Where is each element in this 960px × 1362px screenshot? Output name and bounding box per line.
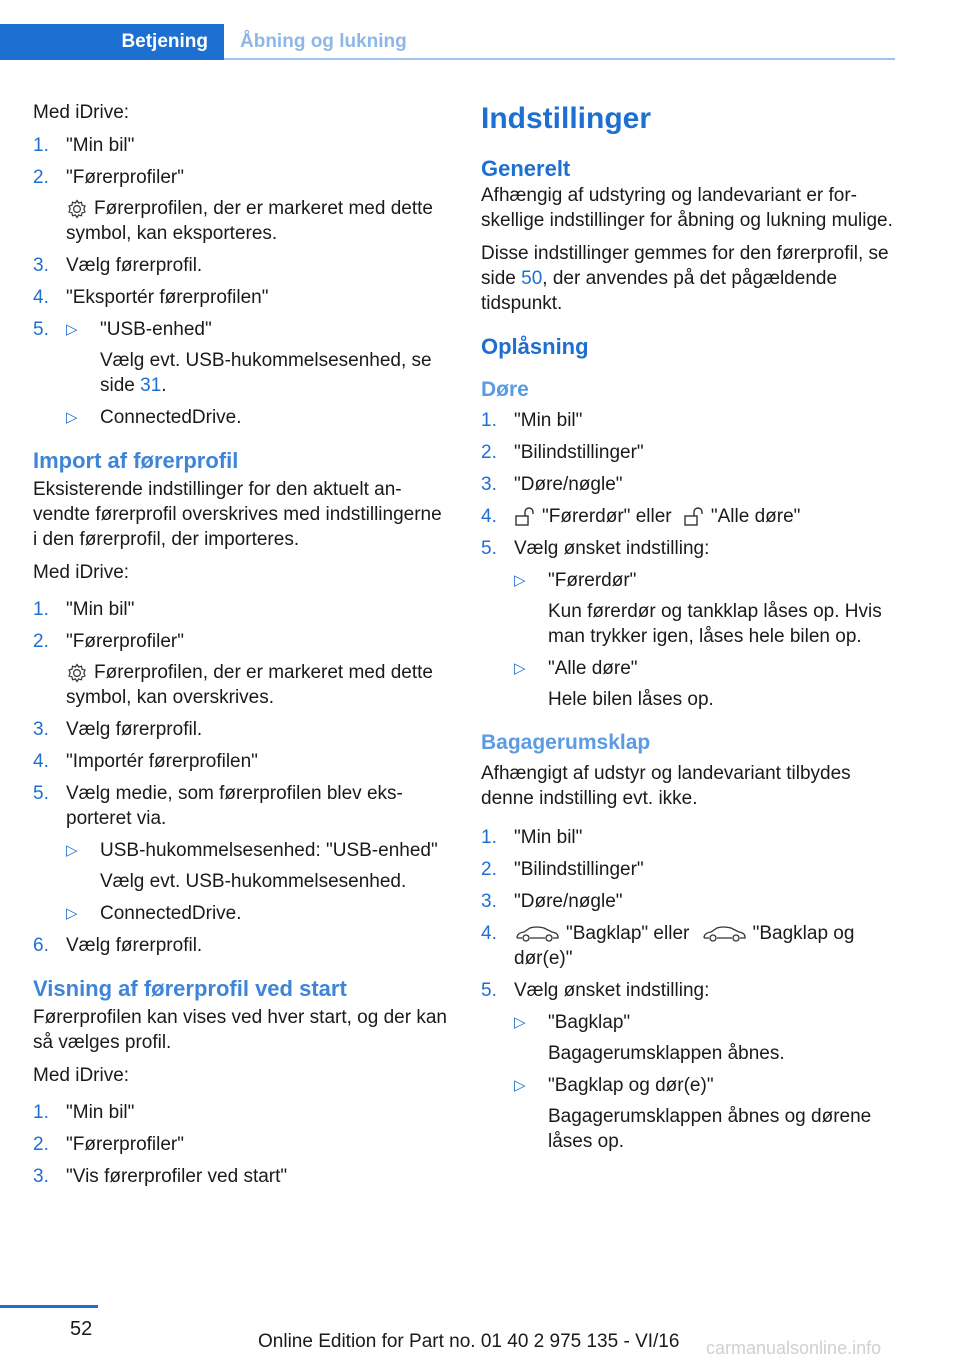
list-item	[33, 317, 451, 430]
step-text: "Førerprofiler"	[66, 631, 184, 652]
list-item	[33, 1164, 451, 1189]
step-text: Vælg medie, som førerprofilen blev eksporteret via.	[66, 783, 403, 829]
import-steps	[33, 597, 451, 958]
triangle-bullet-icon: ▷	[514, 660, 526, 677]
sub-list-item	[514, 1073, 896, 1154]
note-text: Førerprofilen, der er markeret med dette symbol, kan overskrives.	[66, 662, 433, 708]
step-number: 4.	[33, 751, 49, 772]
sub-item-note: Bagagerumsklappen åbnes og dørene låses op.	[548, 1106, 872, 1152]
gear-icon	[66, 662, 88, 684]
sub-list-item	[514, 656, 896, 712]
list-item	[33, 253, 451, 278]
step-number: 1.	[481, 827, 497, 848]
step-text: "Bagklap og dør(e)"	[514, 923, 855, 969]
watermark: carmanualsonline.info	[706, 1338, 882, 1358]
step-number: 5.	[481, 980, 497, 1001]
step-number: 4.	[481, 506, 497, 527]
sub-item-text: "Alle døre"	[548, 658, 638, 679]
list-item	[33, 749, 451, 774]
import-paragraph: Eksisterende indstillinger for den aktuelt anvendte førerprofil overskrives med indstillingerne i den førerprofil, der importeres.	[33, 479, 442, 550]
step-text: "Importér førerprofilen"	[66, 751, 258, 772]
sub-item-text: "Bagklap og dør(e)"	[548, 1075, 714, 1096]
list-item	[33, 717, 451, 742]
step-number: 2.	[33, 167, 49, 188]
sub-item-text: ConnectedDrive.	[100, 903, 242, 924]
unlock-heading: Oplåsning	[481, 334, 589, 359]
step-text: "Eksportér førerprofilen"	[66, 287, 269, 308]
list-item	[33, 933, 451, 958]
list-item	[481, 504, 896, 529]
step-text: "Min bil"	[66, 599, 135, 620]
general-paragraph: Afhængig af udstyring og landevariant er forskellige indstillinger for åbning og lukning mulige.	[481, 185, 893, 231]
step-text: "Min bil"	[66, 135, 135, 156]
list-item	[33, 285, 451, 310]
start-heading: Visning af førerprofil ved start	[33, 976, 347, 1001]
page-header	[0, 24, 895, 62]
step-number: 5.	[481, 538, 497, 559]
step-number: 3.	[33, 255, 49, 276]
car-trunk-icon	[514, 924, 560, 944]
paragraph-text: Disse indstillinger gemmes for den førerprofil, se side	[481, 243, 889, 289]
step-text: Vælg førerprofil.	[66, 935, 203, 956]
sub-list-item	[66, 838, 451, 894]
step-number: 3.	[33, 719, 49, 740]
page-number: 52	[70, 1318, 93, 1340]
left-column	[33, 100, 451, 1196]
page-title: Indstillinger	[481, 102, 652, 135]
sub-item-text: ConnectedDrive.	[100, 407, 242, 428]
sub-list-item	[514, 568, 896, 649]
step-number: 1.	[481, 410, 497, 431]
step-number: 3.	[481, 891, 497, 912]
sub-list	[66, 317, 451, 430]
step-number: 2.	[481, 442, 497, 463]
trunk-paragraph: Afhængigt af udstyr og landevariant tilbydes denne indstilling evt. ikke.	[481, 763, 851, 809]
step-note	[66, 196, 451, 246]
step-number: 2.	[481, 859, 497, 880]
step-text: "Førerprofiler"	[66, 167, 184, 188]
header-divider	[224, 58, 895, 60]
triangle-bullet-icon: ▷	[66, 409, 78, 426]
step-text: "Min bil"	[514, 410, 583, 431]
triangle-bullet-icon: ▷	[514, 572, 526, 589]
sub-item-text: "Førerdør"	[548, 570, 637, 591]
step-text: Vælg førerprofil.	[66, 719, 203, 740]
sub-item-note: Hele bilen låses op.	[548, 689, 714, 710]
step-text: "Førerprofiler"	[66, 1134, 184, 1155]
list-item	[33, 165, 451, 246]
page-link[interactable]: 50	[521, 268, 543, 289]
section-tab[interactable]: Betjening	[0, 24, 224, 60]
sub-list	[514, 1010, 896, 1154]
step-text: "Vis førerprofiler ved start"	[66, 1166, 288, 1187]
step-note	[66, 660, 451, 710]
import-heading: Import af førerprofil	[33, 448, 239, 473]
note-text: .	[161, 375, 167, 396]
step-number: 4.	[33, 287, 49, 308]
footer-divider	[0, 1305, 98, 1308]
general-heading: Generelt	[481, 156, 571, 181]
edition-text: Online Edition for Part no. 01 40 2 975 135 - VI/16	[258, 1331, 680, 1352]
sub-list-item	[66, 405, 451, 430]
step-text: "Førerdør" eller	[542, 506, 672, 527]
sub-list	[66, 838, 451, 926]
step-text: "Døre/nøgle"	[514, 474, 623, 495]
list-item	[33, 781, 451, 926]
step-text: "Alle døre"	[710, 506, 801, 527]
intro-text: Med iDrive:	[33, 1065, 130, 1086]
step-text: Vælg ønsket indstilling:	[514, 538, 710, 559]
step-number: 1.	[33, 1102, 49, 1123]
step-text: "Døre/nøgle"	[514, 891, 623, 912]
step-text: "Min bil"	[66, 1102, 135, 1123]
triangle-bullet-icon: ▷	[514, 1014, 526, 1031]
triangle-bullet-icon: ▷	[66, 905, 78, 922]
list-item	[481, 978, 896, 1154]
unlock-icon	[514, 507, 536, 527]
step-text: Vælg førerprofil.	[66, 255, 203, 276]
step-number: 4.	[481, 923, 497, 944]
doors-heading: Døre	[481, 378, 529, 401]
step-text: "Bilindstillinger"	[514, 442, 644, 463]
trunk-steps	[481, 825, 896, 1154]
list-item	[33, 1132, 451, 1157]
step-number: 5.	[33, 319, 49, 340]
sub-item-text: USB-hukommelsesenhed: "USB-enhed"	[100, 840, 438, 861]
trunk-heading: Bagagerumsklap	[481, 731, 651, 754]
sub-item-note: Kun førerdør og tankklap låses op. Hvis man trykker igen, låses hele bilen op.	[548, 601, 882, 647]
step-text: "Min bil"	[514, 827, 583, 848]
sub-item-note	[100, 348, 451, 398]
list-item	[481, 440, 896, 465]
list-item	[481, 825, 896, 850]
paragraph-text: , der anvendes på det pågældende tidspunkt.	[481, 268, 838, 314]
sub-list	[514, 568, 896, 712]
list-item	[33, 597, 451, 622]
start-paragraph: Førerprofilen kan vises ved hver start, og der kan så vælges profil.	[33, 1007, 447, 1053]
step-text: Vælg ønsket indstilling:	[514, 980, 710, 1001]
list-item	[481, 857, 896, 882]
sub-item-note: Vælg evt. USB-hukommelsesenhed.	[100, 871, 407, 892]
page-link[interactable]: 31	[140, 375, 162, 396]
step-number: 6.	[33, 935, 49, 956]
sub-item-note: Bagagerumsklappen åbnes.	[548, 1043, 785, 1064]
export-steps	[33, 133, 451, 430]
step-number: 3.	[481, 474, 497, 495]
step-text: "Bilindstillinger"	[514, 859, 644, 880]
step-text: "Bagklap" eller	[566, 923, 690, 944]
list-item	[33, 133, 451, 158]
general-paragraph-2	[481, 241, 896, 316]
list-item	[481, 921, 896, 971]
step-number: 2.	[33, 1134, 49, 1155]
car-trunk-icon	[701, 924, 747, 944]
triangle-bullet-icon: ▷	[66, 842, 78, 859]
step-number: 5.	[33, 783, 49, 804]
triangle-bullet-icon: ▷	[514, 1077, 526, 1094]
step-number: 2.	[33, 631, 49, 652]
step-number: 3.	[33, 1166, 49, 1187]
intro-text: Med iDrive:	[33, 562, 130, 583]
list-item	[33, 629, 451, 710]
sub-list-item	[66, 901, 451, 926]
right-column	[481, 100, 896, 1161]
step-number: 1.	[33, 599, 49, 620]
doors-steps	[481, 408, 896, 712]
sub-list-item	[514, 1010, 896, 1066]
list-item	[33, 1100, 451, 1125]
list-item	[481, 889, 896, 914]
unlock-icon	[683, 507, 705, 527]
list-item	[481, 408, 896, 433]
intro-text: Med iDrive:	[33, 102, 130, 123]
step-number: 1.	[33, 135, 49, 156]
sub-item-text: "USB-enhed"	[100, 319, 212, 340]
list-item	[481, 536, 896, 712]
chapter-tab[interactable]: Åbning og lukning	[240, 31, 407, 52]
gear-icon	[66, 198, 88, 220]
note-text: Førerprofilen, der er markeret med dette symbol, kan eksporteres.	[66, 198, 433, 244]
start-steps	[33, 1100, 451, 1189]
sub-list-item	[66, 317, 451, 398]
list-item	[481, 472, 896, 497]
triangle-bullet-icon: ▷	[66, 321, 78, 338]
sub-item-text: "Bagklap"	[548, 1012, 631, 1033]
note-text: Vælg evt. USB-hukommelsesenhed, se side	[100, 350, 432, 396]
